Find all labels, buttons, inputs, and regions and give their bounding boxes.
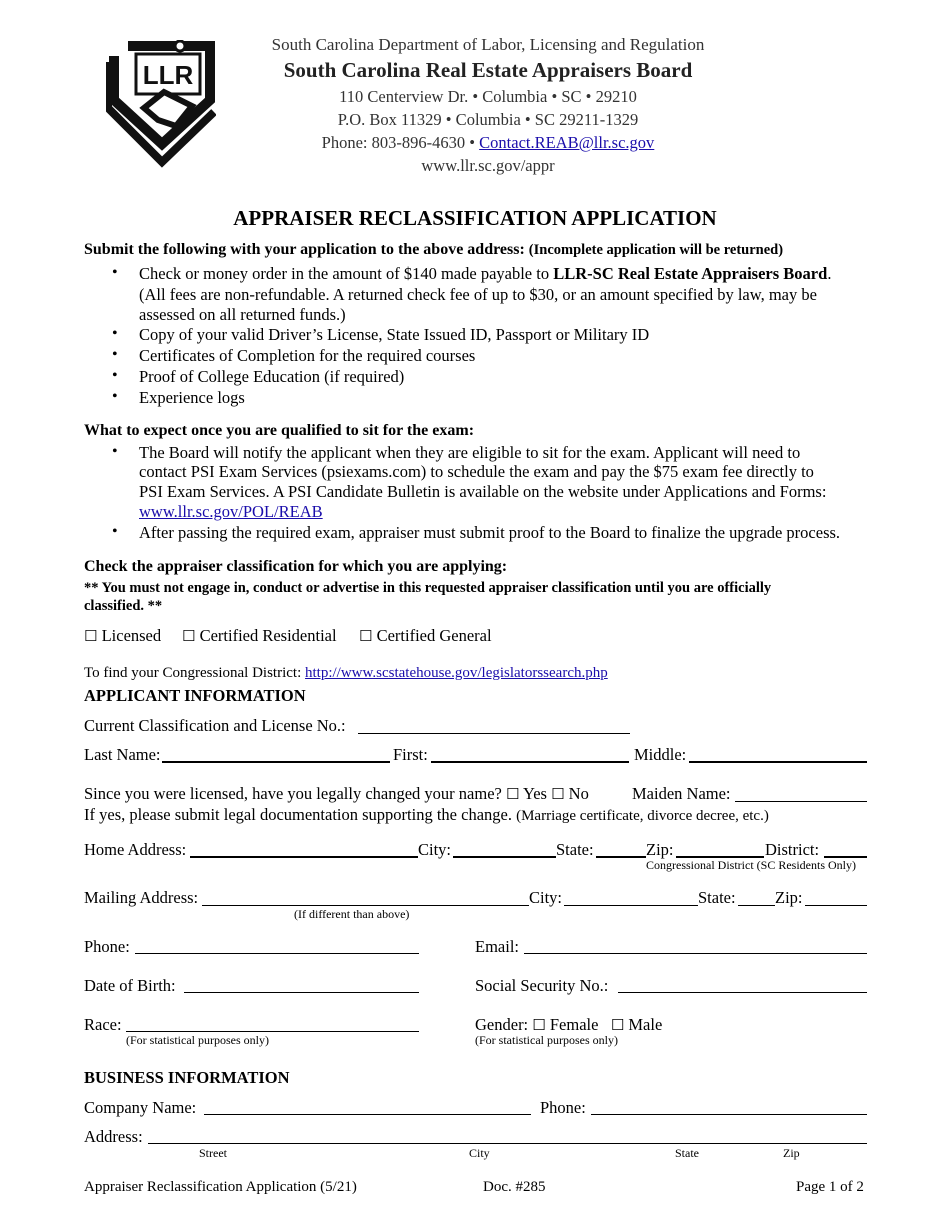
- list-item: Certificates of Completion for the required courses: [139, 346, 476, 365]
- middle-name-field[interactable]: [689, 761, 867, 763]
- company-name-label: Company Name:: [84, 1098, 197, 1117]
- name-change-question: [84, 784, 589, 804]
- footer-form-name: Appraiser Reclassification Application (5/21): [84, 1179, 357, 1195]
- current-class-label: Current Classification and License No.:: [84, 716, 346, 735]
- dept-name: South Carolina Department of Labor, Licensing and Regulation: [271, 35, 705, 54]
- reab-link[interactable]: www.llr.sc.gov/POL/REAB: [139, 502, 323, 521]
- email-link[interactable]: Contact.REAB@llr.sc.gov: [479, 133, 655, 152]
- zip-note: Zip: [783, 1146, 800, 1160]
- exam-text: contact PSI Exam Services (psiexams.com) to schedule the exam and pay the $75 exam fee directly to: [139, 462, 814, 481]
- contact-line: [240, 133, 736, 153]
- if-yes-note: (Marriage certificate, divorce decree, etc.): [516, 808, 769, 824]
- company-name-field[interactable]: [204, 1114, 531, 1115]
- submit-heading: [84, 241, 783, 259]
- mailing-city-field[interactable]: [564, 905, 698, 906]
- exam-text: The Board will notify the applicant when they are eligible to sit for the exam. Applicant will need to: [139, 443, 801, 462]
- mailing-address-label: Mailing Address:: [84, 888, 199, 907]
- option-licensed[interactable]: [84, 626, 161, 646]
- race-note: (For statistical purposes only): [126, 1033, 269, 1047]
- if-yes-text: If yes, please submit legal documentation supporting the change.: [84, 805, 512, 824]
- home-address-field[interactable]: [190, 856, 418, 858]
- checkbox-icon[interactable]: ☐: [182, 627, 196, 645]
- list-item-cont: (All fees are non-refundable. A returned check fee of up to $30, or an amount specified by law, may be: [139, 285, 817, 304]
- business-heading: BUSINESS INFORMATION: [84, 1068, 290, 1087]
- district-note: Congressional District (SC Residents Only): [646, 858, 856, 872]
- option-certified-general[interactable]: [359, 626, 492, 646]
- first-name-label: First:: [393, 745, 428, 764]
- checkbox-icon[interactable]: ☐: [532, 1016, 546, 1034]
- current-class-field[interactable]: [358, 733, 630, 734]
- ssn-label: Social Security No.:: [475, 976, 609, 995]
- gender-label: Gender:: [475, 1015, 529, 1034]
- bullet: •: [112, 523, 118, 540]
- exam-text: PSI Exam Services. A PSI Candidate Bulletin is available on the website under Applications and Forms:: [139, 482, 827, 501]
- bullet: •: [112, 346, 118, 363]
- phone-text: Phone: 803-896-4630 •: [321, 133, 480, 152]
- first-name-field[interactable]: [431, 761, 629, 763]
- checkbox-icon[interactable]: ☐: [610, 1016, 625, 1034]
- phone-label: Phone:: [84, 937, 130, 956]
- race-field[interactable]: [126, 1031, 419, 1032]
- maiden-name-label: Maiden Name:: [632, 784, 731, 803]
- option-certified-residential[interactable]: [182, 626, 337, 646]
- home-state-label: State:: [556, 840, 594, 859]
- male-label: Male: [628, 1015, 663, 1034]
- name-change-note: [84, 805, 769, 825]
- business-phone-field[interactable]: [591, 1114, 867, 1115]
- business-address-field[interactable]: [148, 1143, 867, 1144]
- district-label: District:: [765, 840, 820, 859]
- ssn-field[interactable]: [618, 992, 867, 993]
- home-address-label: Home Address:: [84, 840, 187, 859]
- bullet: •: [112, 325, 118, 342]
- race-label: Race:: [84, 1015, 122, 1034]
- checkbox-icon[interactable]: ☐: [84, 627, 98, 645]
- list-item-cont: assessed on all returned funds.): [139, 305, 346, 324]
- list-item: Proof of College Education (if required): [139, 367, 405, 386]
- city-note: City: [469, 1146, 490, 1160]
- page-title: APPRAISER RECLASSIFICATION APPLICATION: [233, 206, 717, 230]
- business-address-label: Address:: [84, 1127, 143, 1146]
- maiden-name-field[interactable]: [735, 801, 867, 802]
- name-change-label: Since you were licensed, have you legally changed your name?: [84, 784, 502, 803]
- gender-row: [475, 1015, 662, 1035]
- llr-logo: [106, 40, 216, 168]
- exam-heading: What to expect once you are qualified to sit for the exam:: [84, 422, 475, 439]
- dob-field[interactable]: [184, 992, 419, 993]
- logo-text: LLR: [142, 60, 194, 90]
- middle-name-label: Middle:: [634, 745, 687, 764]
- list-item: [139, 264, 831, 284]
- classification-heading: Check the appraiser classification for which you are applying:: [84, 558, 508, 575]
- mailing-note: (If different than above): [294, 907, 410, 921]
- home-state-field[interactable]: [596, 856, 646, 858]
- mailing-state-field[interactable]: [738, 905, 775, 906]
- applicant-heading: APPLICANT INFORMATION: [84, 686, 306, 705]
- district-label: To find your Congressional District:: [84, 665, 306, 681]
- bullet: •: [112, 264, 118, 281]
- classification-warning: ** You must not engage in, conduct or advertise in this requested appraiser classification until you are officially: [84, 580, 772, 596]
- list-item-text: Check or money order in the amount of $140 made payable to: [139, 264, 554, 283]
- submit-heading-text: Submit the following with your application to the above address:: [84, 241, 525, 258]
- mailing-city-label: City:: [529, 888, 563, 907]
- yes-label: Yes: [522, 784, 547, 803]
- last-name-label: Last Name:: [84, 745, 161, 764]
- gender-note: (For statistical purposes only): [475, 1033, 618, 1047]
- bullet: •: [112, 443, 118, 460]
- email-field[interactable]: [524, 953, 867, 954]
- option-label: Certified General: [376, 626, 492, 645]
- board-name: South Carolina Real Estate Appraisers Board: [283, 58, 693, 82]
- email-label: Email:: [475, 937, 519, 956]
- home-zip-label: Zip:: [646, 840, 674, 859]
- checkbox-icon[interactable]: ☐: [505, 785, 520, 803]
- no-label: No: [568, 784, 589, 803]
- dob-label: Date of Birth:: [84, 976, 176, 995]
- list-item: Experience logs: [139, 388, 245, 407]
- mailing-zip-field[interactable]: [805, 905, 867, 906]
- street-note: Street: [199, 1146, 227, 1160]
- address-line-1: 110 Centerview Dr. • Columbia • SC • 29210: [339, 87, 637, 106]
- state-note: State: [675, 1146, 699, 1160]
- home-city-label: City:: [418, 840, 452, 859]
- list-item: Copy of your valid Driver’s License, State Issued ID, Passport or Military ID: [139, 325, 650, 344]
- list-item-text: .: [827, 264, 832, 283]
- address-line-2: P.O. Box 11329 • Columbia • SC 29211-1329: [337, 110, 639, 129]
- option-label: Licensed: [101, 626, 162, 645]
- submit-heading-note: (Incomplete application will be returned): [528, 242, 784, 258]
- home-city-field[interactable]: [453, 856, 556, 858]
- classification-warning: classified. **: [84, 598, 163, 614]
- footer-page-number: Page 1 of 2: [796, 1179, 864, 1195]
- website: www.llr.sc.gov/appr: [421, 156, 555, 175]
- option-label: Certified Residential: [199, 626, 337, 645]
- mailing-address-field[interactable]: [202, 905, 529, 906]
- last-name-field[interactable]: [162, 761, 390, 763]
- district-link[interactable]: http://www.scstatehouse.gov/legislatorssearch.php: [305, 665, 608, 681]
- checkbox-icon[interactable]: ☐: [359, 627, 373, 645]
- footer-doc-number: Doc. #285: [483, 1179, 546, 1195]
- bullet: •: [112, 388, 118, 405]
- phone-field[interactable]: [135, 953, 419, 954]
- mailing-zip-label: Zip:: [775, 888, 803, 907]
- district-finder: [84, 665, 608, 682]
- business-phone-label: Phone:: [540, 1098, 586, 1117]
- checkbox-icon[interactable]: ☐: [551, 785, 565, 803]
- mailing-state-label: State:: [698, 888, 736, 907]
- female-label: Female: [549, 1015, 599, 1034]
- bullet: •: [112, 367, 118, 384]
- exam-text: After passing the required exam, appraiser must submit proof to the Board to finalize the upgrade process.: [139, 523, 841, 542]
- payee-name: LLR-SC Real Estate Appraisers Board: [553, 264, 828, 283]
